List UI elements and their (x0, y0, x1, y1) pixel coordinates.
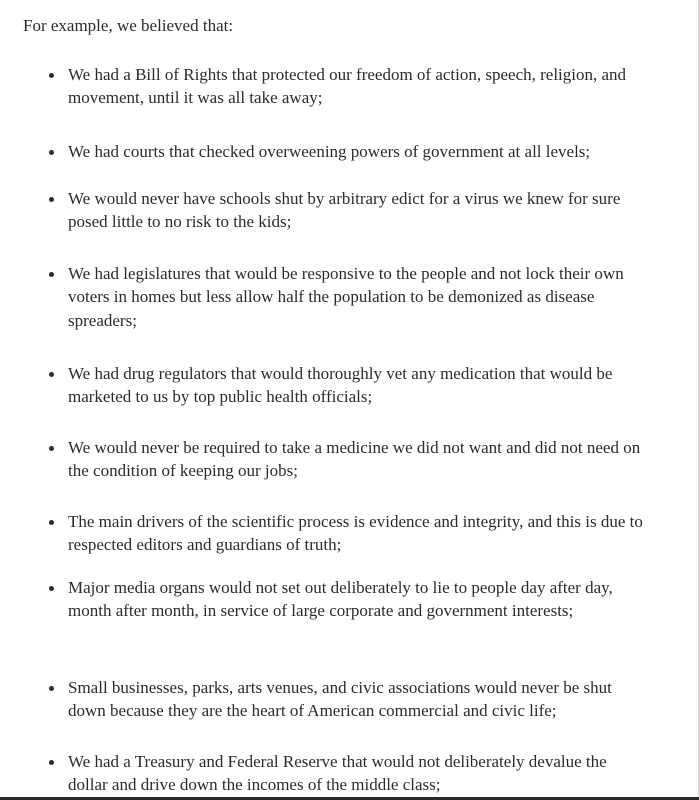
list-item-text: The main drivers of the scientific process is evidence and integrity, and this is due to respected editors and guardians of truth; (68, 512, 643, 555)
list-item (49, 436, 649, 483)
bullet-dot-icon (49, 520, 54, 525)
list-item-text: We would never have schools shut by arbitrary edict for a virus we knew for sure posed little to no risk to the kids; (68, 189, 621, 232)
bullet-dot-icon (49, 586, 54, 591)
list-item-text: We had courts that checked overweening powers of government at all levels; (68, 142, 591, 161)
bullet-dot-icon (49, 446, 54, 451)
bullet-dot-icon (49, 760, 54, 765)
bullet-dot-icon (49, 272, 54, 277)
list-item-text: We had drug regulators that would thoroughly vet any medication that would be marketed to us by top public health officials; (68, 364, 613, 407)
list-item-text: We had a Treasury and Federal Reserve that would not deliberately devalue the dollar and drive down the incomes of the middle class; (68, 752, 607, 795)
list-item-text: Major media organs would not set out deliberately to lie to people day after day, month after month, in service of large corporate and government interests; (68, 578, 613, 621)
list-item-text: We had a Bill of Rights that protected our freedom of action, speech, religion, and movement, until it was all take away; (68, 65, 627, 108)
list-item (49, 362, 649, 409)
list-item (49, 187, 649, 234)
bullet-dot-icon (49, 686, 54, 691)
list-item (49, 576, 649, 623)
list-item (49, 676, 649, 723)
list-item (49, 510, 649, 557)
list-item (49, 140, 649, 163)
list-item (49, 750, 649, 797)
list-item-text: We would never be required to take a medicine we did not want and did not need on the condition of keeping our jobs; (68, 438, 641, 481)
bullet-dot-icon (49, 150, 54, 155)
bullet-dot-icon (49, 197, 54, 202)
list-item (49, 63, 649, 110)
list-item-text: Small businesses, parks, arts venues, and civic associations would never be shut down because they are the heart of American commercial and civic life; (68, 678, 612, 721)
bullet-dot-icon (49, 73, 54, 78)
bullet-dot-icon (49, 372, 54, 377)
intro-paragraph: For example, we believed that: (23, 16, 234, 35)
list-item (49, 262, 649, 332)
list-item-text: We had legislatures that would be responsive to the people and not lock their own voters in homes but less allow half the population to be demonized as disease spreaders; (68, 264, 624, 330)
